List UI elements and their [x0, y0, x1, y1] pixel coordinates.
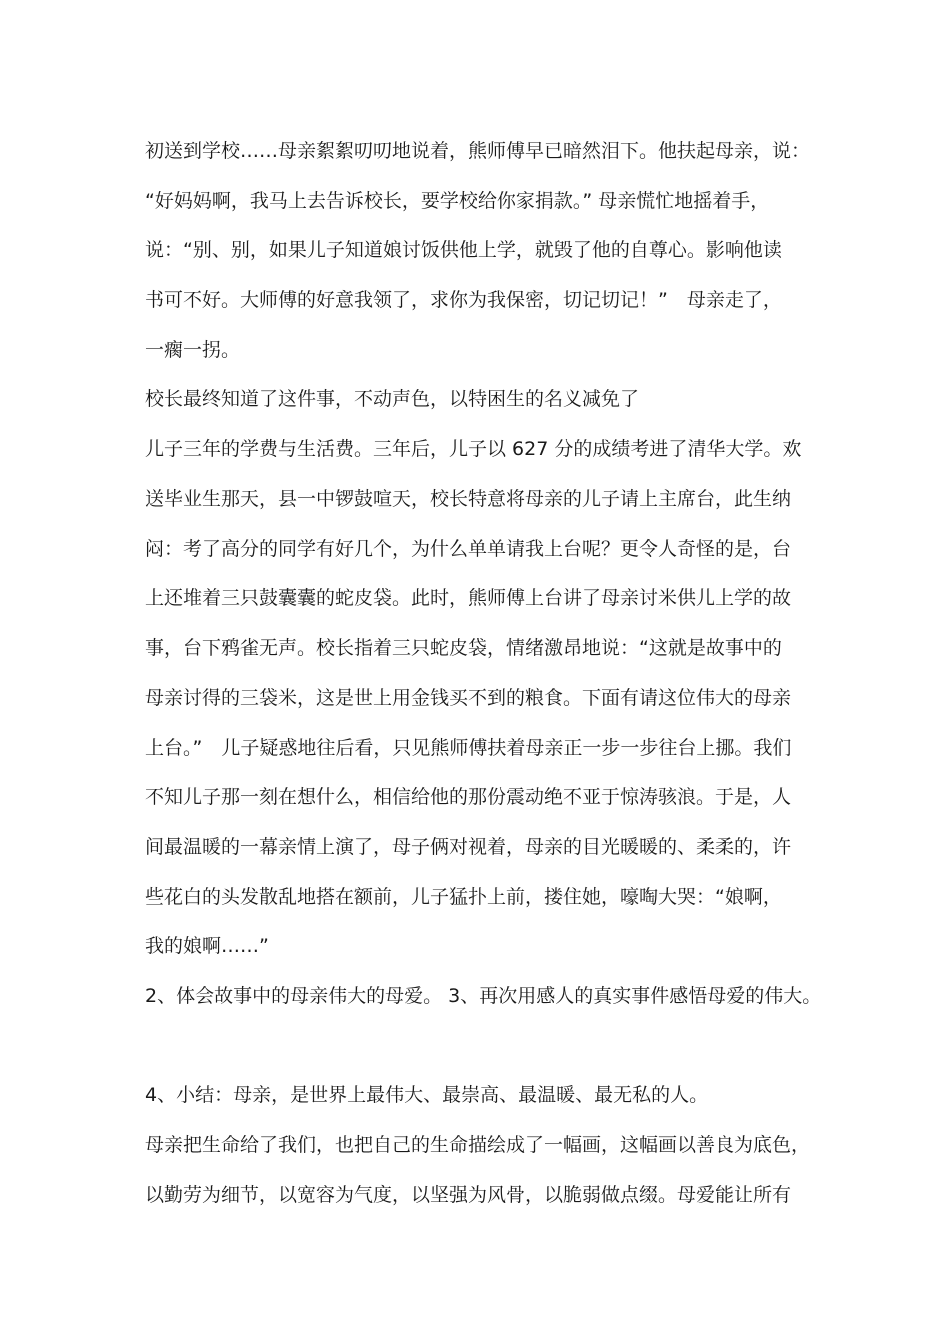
text-line: 说：“别、别，如果儿子知道娘讨饭供他上学，就毁了他的自尊心。影响他读	[145, 239, 782, 261]
text-line: 一瘸一拐。	[145, 339, 241, 361]
text-line: 不知儿子那一刻在想什么，相信给他的那份震动绝不亚于惊涛骇浪。于是，人	[145, 786, 792, 808]
text-line: 我的娘啊……”	[145, 935, 269, 957]
text-line: 事，台下鸦雀无声。校长指着三只蛇皮袋，情绪激昂地说：“这就是故事中的	[145, 637, 782, 659]
text-line: 闷：考了高分的同学有好几个，为什么单单请我上台呢？更令人奇怪的是，台	[145, 538, 792, 560]
text-line: 上还堆着三只鼓囊囊的蛇皮袋。此时，熊师傅上台讲了母亲讨米供儿上学的故	[145, 587, 792, 609]
text-line: 上台。” 儿子疑惑地往后看，只见熊师傅扶着母亲正一步一步往台上挪。我们	[145, 737, 792, 759]
text-line: 2、体会故事中的母亲伟大的母爱。 3、再次用感人的真实事件感悟母爱的伟大。	[145, 985, 822, 1007]
text-line: 些花白的头发散乱地搭在额前，儿子猛扑上前，搂住她，嚎啕大哭：“娘啊，	[145, 886, 782, 908]
text-line: 以勤劳为细节，以宽容为气度，以坚强为风骨，以脆弱做点缀。母爱能让所有	[145, 1184, 792, 1206]
text-line: 间最温暖的一幕亲情上演了，母子俩对视着，母亲的目光暖暖的、柔柔的，许	[145, 836, 792, 858]
text-line: 4、小结：母亲，是世界上最伟大、最崇高、最温暖、最无私的人。	[145, 1084, 709, 1106]
text-line: 送毕业生那天，县一中锣鼓喧天，校长特意将母亲的儿子请上主席台，此生纳	[145, 488, 792, 510]
text-line: 母亲把生命给了我们，也把自己的生命描绘成了一幅画，这幅画以善良为底色，	[145, 1134, 811, 1156]
text-line: 初送到学校……母亲絮絮叨叨地说着，熊师傅早已暗然泪下。他扶起母亲，说：	[145, 140, 811, 162]
text-line: “好妈妈啊，我马上去告诉校长，要学校给你家捐款。” 母亲慌忙地摇着手，	[145, 190, 770, 212]
text-line: 书可不好。大师傅的好意我领了，求你为我保密，切记切记！” 母亲走了，	[145, 289, 782, 311]
text-line: 校长最终知道了这件事，不动声色，以特困生的名义减免了	[145, 388, 640, 410]
text-line: 母亲讨得的三袋米，这是世上用金钱买不到的粮食。下面有请这位伟大的母亲	[145, 687, 792, 709]
text-line: 儿子三年的学费与生活费。三年后，儿子以 627 分的成绩考进了清华大学。欢	[145, 438, 802, 460]
